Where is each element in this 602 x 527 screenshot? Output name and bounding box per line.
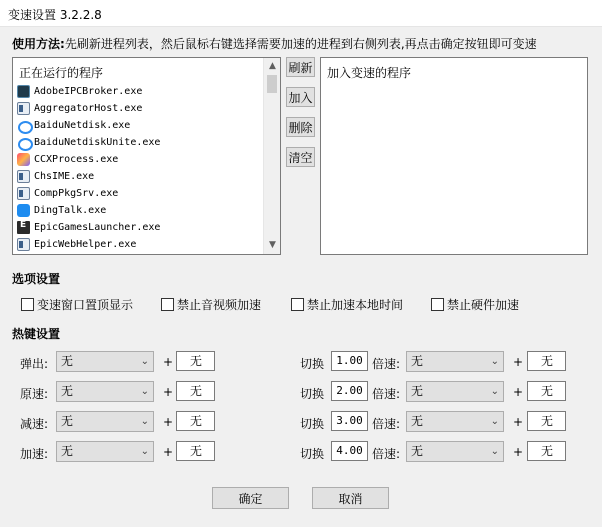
clear-button[interactable]: 清空 xyxy=(286,147,315,167)
hotkey-key-field[interactable]: 无 xyxy=(527,381,566,401)
process-item[interactable] xyxy=(17,83,265,100)
scroll-thumb[interactable] xyxy=(267,75,277,93)
process-list-scrollbar[interactable] xyxy=(263,58,280,254)
chevron-down-icon: ⌄ xyxy=(140,446,149,457)
select-value: 无 xyxy=(411,414,424,428)
title-bar xyxy=(0,0,602,27)
process-name: DingTalk.exe xyxy=(34,205,107,216)
option-label: 禁止加速本地时间 xyxy=(307,298,404,312)
chevron-down-icon: ⌄ xyxy=(490,386,499,397)
select-value: 无 xyxy=(61,384,74,398)
chevron-down-icon: ⌄ xyxy=(490,416,499,427)
chevron-down-icon: ⌄ xyxy=(140,356,149,367)
chevron-down-icon: ⌄ xyxy=(140,416,149,427)
option-label: 变速窗口置顶显示 xyxy=(37,298,134,312)
hotkey-key-field[interactable]: 无 xyxy=(176,351,215,371)
generic-exe-icon xyxy=(17,170,30,183)
process-item[interactable] xyxy=(17,117,265,134)
process-rows xyxy=(17,83,265,253)
process-list-header: 正在运行的程序 xyxy=(19,66,104,80)
scroll-up-icon[interactable]: ▲ xyxy=(269,61,276,71)
checkbox[interactable] xyxy=(161,298,174,311)
accelerate-process-list[interactable] xyxy=(320,57,588,255)
window-title: 变速设置 3.2.2.8 xyxy=(8,8,102,22)
process-item[interactable] xyxy=(17,236,265,253)
process-name: EpicGamesLauncher.exe xyxy=(34,222,161,233)
options-section-title: 选项设置 xyxy=(12,272,61,286)
process-name: CCXProcess.exe xyxy=(34,154,119,165)
plus-sign: + xyxy=(163,385,174,399)
ccx-icon xyxy=(17,153,30,166)
hotkey-modifier-select[interactable] xyxy=(56,381,154,402)
process-item[interactable] xyxy=(17,168,265,185)
option-disable-hardware[interactable] xyxy=(431,296,519,313)
option-disable-local-time[interactable] xyxy=(291,296,403,313)
hotkey-modifier-select[interactable] xyxy=(406,441,504,462)
adobe-icon xyxy=(17,85,30,98)
hotkey-label-normal: 原速: xyxy=(20,387,49,401)
hotkey-key-field[interactable]: 无 xyxy=(527,411,566,431)
hotkey-switch-label: 切换 xyxy=(300,357,325,371)
hotkey-key-field[interactable]: 无 xyxy=(527,351,566,371)
plus-sign: + xyxy=(513,355,524,369)
process-item[interactable] xyxy=(17,100,265,117)
hotkey-modifier-select[interactable] xyxy=(56,441,154,462)
checkbox[interactable] xyxy=(431,298,444,311)
process-item[interactable] xyxy=(17,185,265,202)
hotkey-label-faster: 加速: xyxy=(20,447,49,461)
refresh-button[interactable]: 刷新 xyxy=(286,57,315,77)
generic-exe-icon xyxy=(17,187,30,200)
rate-label: 倍速: xyxy=(372,447,401,461)
generic-exe-icon xyxy=(17,238,30,251)
process-name: BaiduNetdisk.exe xyxy=(34,120,131,131)
hotkey-switch-label: 切换 xyxy=(300,387,325,401)
hotkeys-section-title: 热键设置 xyxy=(12,327,61,341)
checkbox[interactable] xyxy=(291,298,304,311)
select-value: 无 xyxy=(61,414,74,428)
plus-sign: + xyxy=(163,415,174,429)
option-label: 禁止音视频加速 xyxy=(177,298,262,312)
epic-icon xyxy=(17,221,30,234)
hotkey-modifier-select[interactable] xyxy=(56,351,154,372)
rate-field[interactable]: 1.00 xyxy=(331,351,368,371)
hotkey-switch-label: 切换 xyxy=(300,417,325,431)
rate-label: 倍速: xyxy=(372,357,401,371)
rate-label: 倍速: xyxy=(372,387,401,401)
cancel-button[interactable]: 取消 xyxy=(312,487,389,509)
process-item[interactable] xyxy=(17,134,265,151)
hotkey-key-field[interactable]: 无 xyxy=(176,441,215,461)
hotkey-modifier-select[interactable] xyxy=(406,381,504,402)
select-value: 无 xyxy=(411,444,424,458)
hotkey-modifier-select[interactable] xyxy=(406,351,504,372)
plus-sign: + xyxy=(163,355,174,369)
generic-exe-icon xyxy=(17,102,30,115)
chevron-down-icon: ⌄ xyxy=(490,446,499,457)
hotkey-modifier-select[interactable] xyxy=(56,411,154,432)
select-value: 无 xyxy=(411,384,424,398)
chevron-down-icon: ⌄ xyxy=(490,356,499,367)
checkbox[interactable] xyxy=(21,298,34,311)
baidu-icon xyxy=(17,119,30,132)
select-value: 无 xyxy=(61,444,74,458)
hotkey-key-field[interactable]: 无 xyxy=(176,411,215,431)
hotkey-key-field[interactable]: 无 xyxy=(176,381,215,401)
accelerate-list-header: 加入变速的程序 xyxy=(327,66,412,80)
process-name: CompPkgSrv.exe xyxy=(34,188,119,199)
hotkey-switch-label: 切换 xyxy=(300,447,325,461)
process-name: EpicWebHelper.exe xyxy=(34,239,137,250)
option-disable-av[interactable] xyxy=(161,296,261,313)
usage-text: 先刷新进程列表，然后鼠标右键选择需要加速的进程到右侧列表,再点击确定按钮即可变速 xyxy=(64,37,537,51)
scroll-down-icon[interactable]: ▼ xyxy=(269,240,276,250)
process-item[interactable] xyxy=(17,202,265,219)
rate-field[interactable]: 4.00 xyxy=(331,441,368,461)
option-topmost[interactable] xyxy=(21,296,133,313)
hotkey-label-slower: 减速: xyxy=(20,417,49,431)
add-button[interactable]: 加入 xyxy=(286,87,315,107)
process-name: AggregatorHost.exe xyxy=(34,103,143,114)
select-value: 无 xyxy=(61,354,74,368)
plus-sign: + xyxy=(513,385,524,399)
rate-label: 倍速: xyxy=(372,417,401,431)
process-item[interactable] xyxy=(17,219,265,236)
process-name: ChsIME.exe xyxy=(34,171,95,182)
process-item[interactable] xyxy=(17,151,265,168)
plus-sign: + xyxy=(513,445,524,459)
hotkey-modifier-select[interactable] xyxy=(406,411,504,432)
hotkey-label-popup: 弹出: xyxy=(20,357,49,371)
process-name: AdobeIPCBroker.exe xyxy=(34,86,143,97)
plus-sign: + xyxy=(163,445,174,459)
ok-button[interactable]: 确定 xyxy=(212,487,289,509)
usage-label: 使用方法: xyxy=(12,37,65,51)
plus-sign: + xyxy=(513,415,524,429)
chevron-down-icon: ⌄ xyxy=(140,386,149,397)
dingtalk-icon xyxy=(17,204,30,217)
hotkey-key-field[interactable]: 无 xyxy=(527,441,566,461)
running-process-list[interactable] xyxy=(12,57,281,255)
rate-field[interactable]: 3.00 xyxy=(331,411,368,431)
rate-field[interactable]: 2.00 xyxy=(331,381,368,401)
usage-instructions xyxy=(12,35,537,52)
select-value: 无 xyxy=(411,354,424,368)
baidu-icon xyxy=(17,136,30,149)
option-label: 禁止硬件加速 xyxy=(447,298,520,312)
process-name: BaiduNetdiskUnite.exe xyxy=(34,137,161,148)
delete-button[interactable]: 删除 xyxy=(286,117,315,137)
